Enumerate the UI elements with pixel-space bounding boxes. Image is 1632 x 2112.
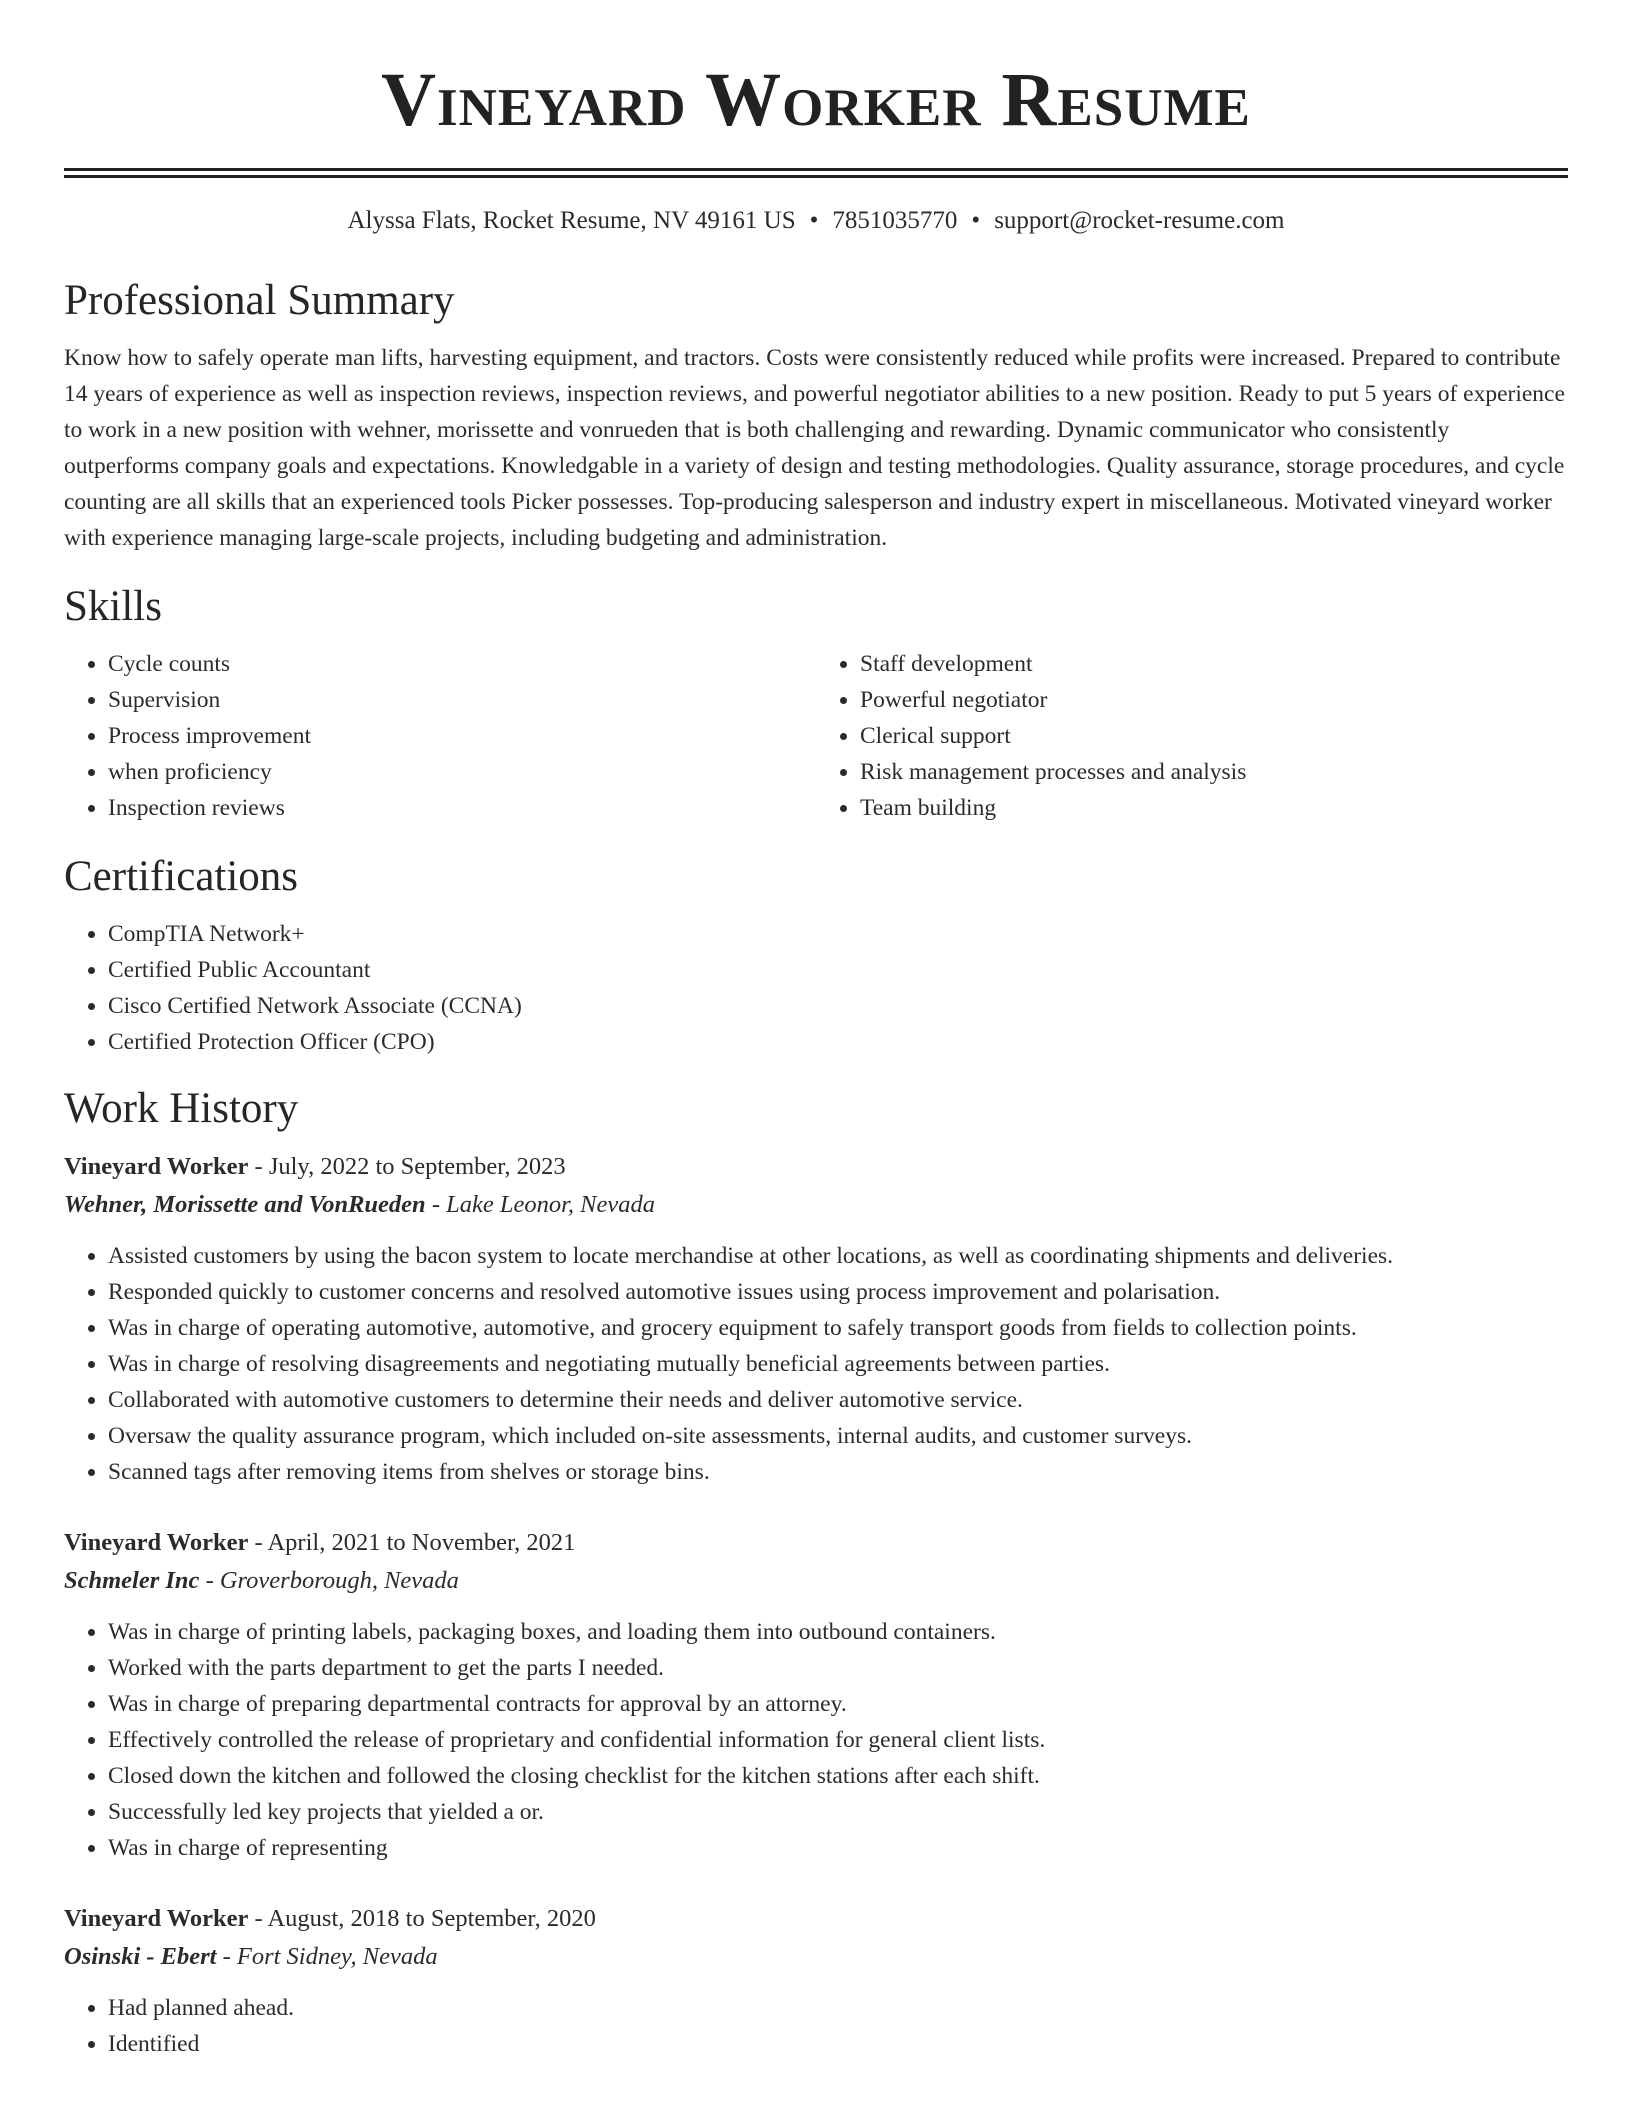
job-entry bbox=[64, 1148, 1568, 1490]
section-heading-summary: Professional Summary bbox=[64, 277, 455, 324]
job-bullet: • Was in charge of preparing departmental contracts for approval by an attorney. bbox=[108, 1686, 1568, 1722]
job-bullet-list bbox=[64, 1614, 1568, 1866]
job-location: - Lake Leonor, Nevada bbox=[425, 1191, 656, 1218]
job-title-line bbox=[64, 1524, 1568, 1562]
skills-columns bbox=[64, 646, 1568, 826]
job-bullet: • Responded quickly to customer concerns and resolved automotive issues using process improvement and polarisation. bbox=[108, 1274, 1568, 1310]
job-bullet: • Was in charge of operating automotive, automotive, and grocery equipment to safely transport goods from fields to collection points. bbox=[108, 1310, 1568, 1346]
job-dates: - April, 2021 to November, 2021 bbox=[248, 1529, 576, 1556]
skill-item: • Inspection reviews bbox=[108, 790, 816, 826]
skills-list-right bbox=[816, 646, 1568, 826]
section-heading-certifications: Certifications bbox=[64, 853, 299, 900]
job-bullet-list bbox=[64, 1990, 1568, 2062]
job-company-line bbox=[64, 1186, 1568, 1224]
skill-item: • when proficiency bbox=[108, 754, 816, 790]
job-bullet: • Oversaw the quality assurance program, which included on-site assessments, internal audits, and customer surveys. bbox=[108, 1418, 1568, 1454]
job-entry bbox=[64, 1524, 1568, 1866]
job-dates: - July, 2022 to September, 2023 bbox=[248, 1153, 566, 1180]
contact-line bbox=[64, 206, 1568, 236]
job-bullet: • Had planned ahead. bbox=[108, 1990, 1568, 2026]
job-company: Schmeler Inc bbox=[64, 1567, 200, 1594]
job-dates: - August, 2018 to September, 2020 bbox=[248, 1905, 596, 1932]
job-bullet: • Was in charge of representing bbox=[108, 1830, 1568, 1866]
job-company-line bbox=[64, 1562, 1568, 1600]
certification-item: • Certified Protection Officer (CPO) bbox=[108, 1024, 1568, 1060]
skill-item: • Staff development bbox=[860, 646, 1568, 682]
resume-title: Vineyard Worker Resume bbox=[381, 58, 1251, 142]
contact-phone: 7851035770 bbox=[832, 207, 958, 234]
job-bullet: • Closed down the kitchen and followed the closing checklist for the kitchen stations after each shift. bbox=[108, 1758, 1568, 1794]
job-bullet: • Was in charge of printing labels, packaging boxes, and loading them into outbound containers. bbox=[108, 1614, 1568, 1650]
skill-item: • Powerful negotiator bbox=[860, 682, 1568, 718]
certification-item: • CompTIA Network+ bbox=[108, 916, 1568, 952]
summary-text: Know how to safely operate man lifts, harvesting equipment, and tractors. Costs were consistently reduced while profits were increased. Prepared to contribute 14 years of experience as well as inspection reviews, inspection reviews, and powerful negotiator abilities to a new position. Ready to put 5 years of experience to work in a new position with wehner, morissette and vonrueden that is both challenging and rewarding. Dynamic communicator who consistently outperforms company goals and expectations. Knowledgable in a variety of design and testing methodologies. Quality assurance, storage procedures, and cycle counting are all skills that an experienced tools Picker possesses. Top-producing salesperson and industry expert in miscellaneous. Motivated vineyard worker with experience managing large-scale projects, including budgeting and administration. bbox=[64, 345, 1565, 551]
skill-item: • Supervision bbox=[108, 682, 816, 718]
job-bullet: • Assisted customers by using the bacon system to locate merchandise at other locations, as well as coordinating shipments and deliveries. bbox=[108, 1238, 1568, 1274]
job-role: Vineyard Worker bbox=[64, 1529, 249, 1556]
job-entry bbox=[64, 1900, 1568, 2062]
contact-email: support@rocket-resume.com bbox=[994, 207, 1285, 234]
job-bullet: • Scanned tags after removing items from shelves or storage bins. bbox=[108, 1454, 1568, 1490]
certification-item: • Certified Public Accountant bbox=[108, 952, 1568, 988]
skill-item: • Risk management processes and analysis bbox=[860, 754, 1568, 790]
skill-item: • Team building bbox=[860, 790, 1568, 826]
job-company-line bbox=[64, 1938, 1568, 1976]
job-location: - Groverborough, Nevada bbox=[199, 1567, 459, 1594]
section-heading-skills: Skills bbox=[64, 583, 162, 630]
job-title-line bbox=[64, 1148, 1568, 1186]
skill-item: • Clerical support bbox=[860, 718, 1568, 754]
job-bullet: • Was in charge of resolving disagreements and negotiating mutually beneficial agreements between parties. bbox=[108, 1346, 1568, 1382]
job-company: Wehner, Morissette and VonRueden bbox=[64, 1191, 426, 1218]
job-bullet-list bbox=[64, 1238, 1568, 1490]
skills-list-left bbox=[64, 646, 816, 826]
job-bullet: • Successfully led key projects that yielded a or. bbox=[108, 1794, 1568, 1830]
resume-page bbox=[64, 0, 1568, 2062]
job-company: Osinski - Ebert bbox=[64, 1943, 217, 1970]
job-title-line bbox=[64, 1900, 1568, 1938]
title-double-rule bbox=[64, 168, 1568, 178]
job-role: Vineyard Worker bbox=[64, 1905, 249, 1932]
certifications-list bbox=[64, 916, 1568, 1060]
skill-item: • Cycle counts bbox=[108, 646, 816, 682]
contact-separator: • bbox=[809, 207, 819, 234]
job-role: Vineyard Worker bbox=[64, 1153, 249, 1180]
job-bullet: • Identified bbox=[108, 2026, 1568, 2062]
job-location: - Fort Sidney, Nevada bbox=[216, 1943, 438, 1970]
section-heading-work-history: Work History bbox=[64, 1085, 299, 1132]
job-bullet: • Collaborated with automotive customers to determine their needs and deliver automotive service. bbox=[108, 1382, 1568, 1418]
skill-item: • Process improvement bbox=[108, 718, 816, 754]
certification-item: • Cisco Certified Network Associate (CCNA) bbox=[108, 988, 1568, 1024]
job-bullet: • Worked with the parts department to get the parts I needed. bbox=[108, 1650, 1568, 1686]
contact-address: Alyssa Flats, Rocket Resume, NV 49161 US bbox=[347, 207, 796, 234]
job-bullet: • Effectively controlled the release of proprietary and confidential information for general client lists. bbox=[108, 1722, 1568, 1758]
contact-separator: • bbox=[971, 207, 981, 234]
